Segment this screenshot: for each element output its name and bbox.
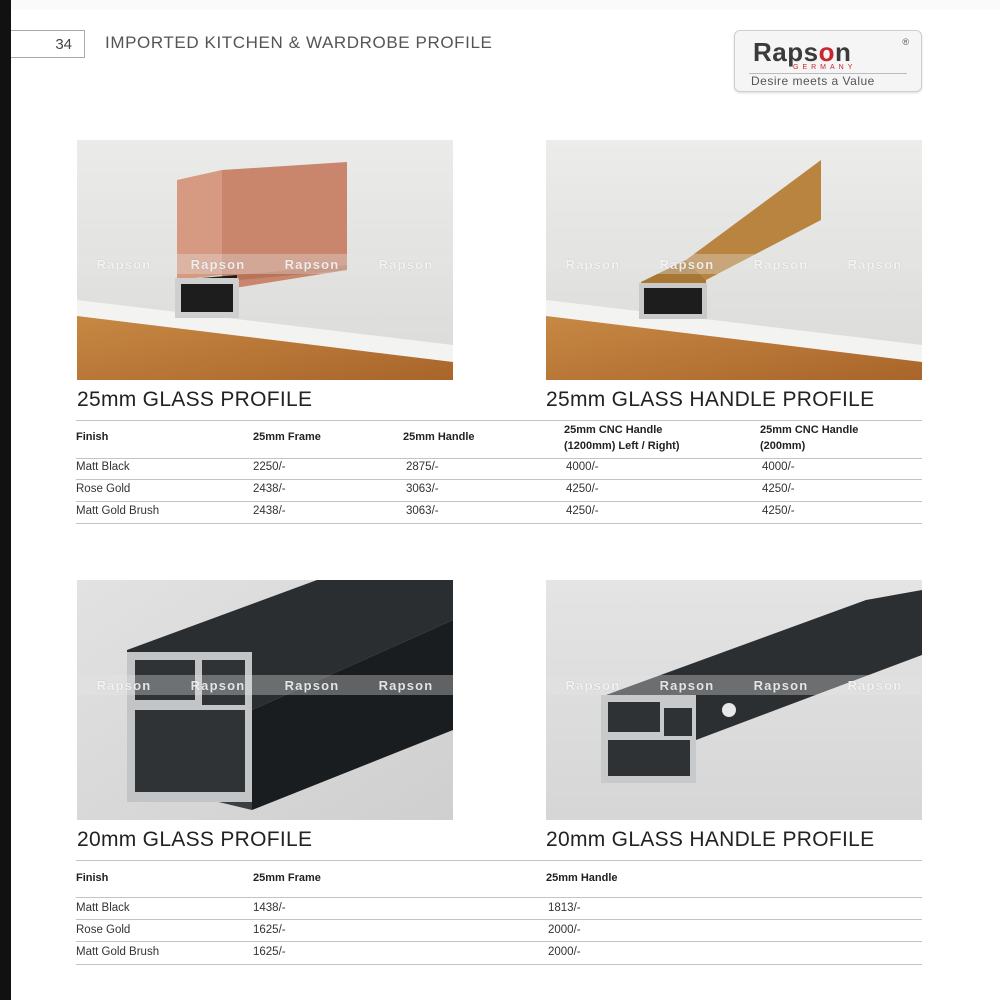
table-rule: [76, 897, 922, 898]
table-cell: 2438/-: [253, 505, 286, 517]
column-header: [564, 422, 680, 454]
product-title-20mm-glass-handle-profile: 20mm GLASS HANDLE PROFILE: [546, 828, 875, 851]
watermark-text: Rapson: [659, 677, 715, 693]
column-header: Finish: [76, 872, 109, 884]
brand-logo: [734, 30, 922, 92]
table-cell: 4250/-: [762, 483, 795, 495]
table-rule: [76, 964, 922, 965]
logo-subtitle: GERMANY: [793, 64, 857, 71]
table-rule: [76, 941, 922, 942]
table-cell: Matt Black: [76, 461, 130, 473]
product-photo-25mm-glass-handle-profile: [546, 140, 922, 380]
table-cell: 3063/-: [406, 483, 439, 495]
watermark-text: Rapson: [565, 256, 621, 272]
table-cell: 2438/-: [253, 483, 286, 495]
table-cell: 2875/-: [406, 461, 439, 473]
table-rule: [76, 420, 922, 421]
watermark-text: Rapson: [753, 677, 809, 693]
watermark-text: Rapson: [847, 256, 903, 272]
table-cell: 3063/-: [406, 505, 439, 517]
watermark-text: Rapson: [96, 677, 152, 693]
watermark-text: Rapson: [659, 256, 715, 272]
column-header: 25mm Handle: [403, 431, 475, 443]
table-rule: [76, 458, 922, 459]
column-header-line: (200mm): [760, 440, 806, 452]
table-rule: [76, 860, 922, 861]
table-cell: 2000/-: [548, 924, 581, 936]
page-title: IMPORTED KITCHEN & WARDROBE PROFILE: [105, 33, 493, 52]
logo-word-accent: o: [818, 37, 835, 67]
column-header: 25mm Handle: [546, 872, 618, 884]
watermark-text: Rapson: [284, 256, 340, 272]
table-cell: 4000/-: [762, 461, 795, 473]
price-table-20mm: [76, 860, 922, 966]
logo-tagline: Desire meets a Value: [751, 74, 875, 88]
watermark-text: Rapson: [96, 256, 152, 272]
watermark-text: Rapson: [190, 256, 246, 272]
table-cell: 1438/-: [253, 902, 286, 914]
table-rule: [76, 919, 922, 920]
table-cell: 1625/-: [253, 946, 286, 958]
column-header: 25mm Frame: [253, 431, 321, 443]
column-header: Finish: [76, 431, 109, 443]
table-rule: [76, 479, 922, 480]
top-strip: [11, 0, 1000, 10]
table-cell: Rose Gold: [76, 924, 131, 936]
table-cell: 1813/-: [548, 902, 581, 914]
table-cell: Rose Gold: [76, 483, 131, 495]
table-cell: Matt Black: [76, 902, 130, 914]
table-cell: Matt Gold Brush: [76, 946, 160, 958]
column-header-line: 25mm CNC Handle: [564, 424, 663, 436]
product-photo-20mm-glass-handle-profile: [546, 580, 922, 820]
table-rule: [76, 501, 922, 502]
left-edge-bar: [0, 0, 11, 1000]
registered-mark: ®: [902, 37, 909, 47]
table-cell: 2000/-: [548, 946, 581, 958]
logo-word-part-2: s: [803, 37, 819, 67]
table-cell: 4000/-: [566, 461, 599, 473]
logo-word-part-1: Rap: [753, 37, 804, 67]
table-cell: Matt Gold Brush: [76, 505, 160, 517]
watermark-band: [77, 254, 453, 274]
price-table-25mm: [76, 420, 922, 525]
table-cell: 1625/-: [253, 924, 286, 936]
product-title-20mm-glass-profile: 20mm GLASS PROFILE: [77, 828, 313, 851]
watermark-text: Rapson: [565, 677, 621, 693]
column-header: [760, 422, 858, 454]
watermark-text: Rapson: [847, 677, 903, 693]
product-photo-25mm-glass-profile: [77, 140, 453, 380]
product-photo-20mm-glass-profile: [77, 580, 453, 820]
column-header-line: (1200mm) Left / Right): [564, 440, 680, 452]
watermark-text: Rapson: [284, 677, 340, 693]
watermark-band: [77, 675, 453, 695]
watermark-band: [546, 254, 922, 274]
watermark-text: Rapson: [378, 677, 434, 693]
table-cell: 4250/-: [566, 505, 599, 517]
column-header: 25mm Frame: [253, 872, 321, 884]
column-header-line: 25mm CNC Handle: [760, 424, 859, 436]
watermark-text: Rapson: [753, 256, 809, 272]
product-title-25mm-glass-handle-profile: 25mm GLASS HANDLE PROFILE: [546, 388, 875, 411]
table-cell: 4250/-: [762, 505, 795, 517]
logo-word-part-3: n: [834, 37, 852, 67]
watermark-text: Rapson: [378, 256, 434, 272]
watermark-band: [546, 675, 922, 695]
watermark-text: Rapson: [190, 677, 246, 693]
page-number-text: 34: [55, 35, 72, 53]
page-number: [11, 30, 85, 58]
table-cell: 4250/-: [566, 483, 599, 495]
table-cell: 2250/-: [253, 461, 286, 473]
product-title-25mm-glass-profile: 25mm GLASS PROFILE: [77, 388, 313, 411]
table-rule: [76, 523, 922, 524]
